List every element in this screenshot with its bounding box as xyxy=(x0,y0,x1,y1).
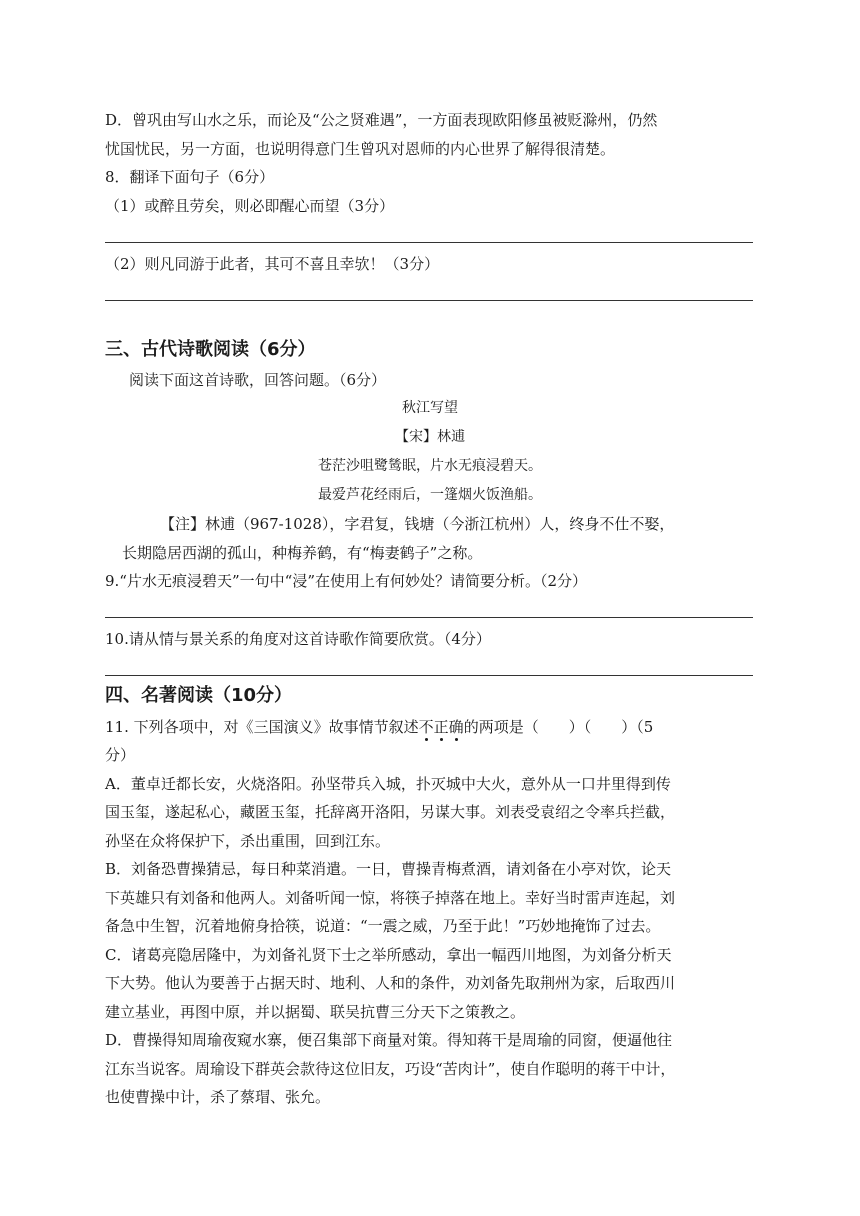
q11-option-b-line1: B．刘备恐曹操猜忌，每日种菜消遣。一日，曹操青梅煮酒，请刘备在小亭对饮，论天 xyxy=(105,860,672,878)
q11-option-b-line3: 备急中生智，沉着地俯身拾筷，说道：“一震之威，乃至于此！”巧妙地掩饰了过去。 xyxy=(105,917,661,935)
q11-option-c-line1: C．诸葛亮隐居隆中，为刘备礼贤下士之举所感动，拿出一幅西川地图，为刘备分析天 xyxy=(105,946,672,964)
section3-title: 三、古代诗歌阅读（6分） xyxy=(105,339,316,360)
poem-note-line1: 【注】林逋（967-1028），字君复，钱塘（今浙江杭州）人，终身不仕不娶， xyxy=(160,515,675,533)
q9-stem: 9.“片水无痕浸碧天”一句中“浸”在使用上有何妙处？请简要分析。（2分） xyxy=(105,572,588,590)
q11-option-b-line2: 下英雄只有刘备和他两人。刘备听闻一惊，将筷子掉落在地上。幸好当时雷声连起，刘 xyxy=(105,889,676,907)
q11-option-d-line3: 也使曹操中计，杀了蔡瑁、张允。 xyxy=(105,1088,331,1106)
q8-sub2: （2）则凡同游于此者，其可不喜且幸欤！（3分） xyxy=(105,255,440,273)
emphasis-char: 正 xyxy=(433,718,449,736)
section4-title: 四、名著阅读（10分） xyxy=(105,685,293,706)
answer-line xyxy=(105,675,753,676)
q11-option-c-line3: 建立基业，再图中原，并以据蜀、联吴抗曹三分天下之策教之。 xyxy=(105,1003,526,1021)
q11-option-c-line2: 下大势。他认为要善于占据天时、地利、人和的条件，劝刘备先取荆州为家，后取西川 xyxy=(105,974,676,992)
answer-line xyxy=(105,617,753,618)
poem-line-1: 苍茫沙咀鹭鸶眠，片水无痕浸碧天。 xyxy=(318,458,542,474)
q11-option-a-line2: 国玉玺，遂起私心，藏匿玉玺，托辞离开洛阳，另谋大事。刘表受袁绍之令率兵拦截， xyxy=(105,803,676,821)
q8-stem: 8．翻译下面句子（6分） xyxy=(105,168,275,186)
emphasis-char: 确 xyxy=(448,718,464,736)
poem-author: 【宋】林逋 xyxy=(395,429,465,445)
q11-stem-line2: 分） xyxy=(105,746,136,764)
q7-option-d-line1: D．曾巩由写山水之乐，而论及“公之贤难遇”，一方面表现欧阳修虽被贬滁州，仍然 xyxy=(105,111,658,129)
poem-title: 秋江写望 xyxy=(402,400,458,416)
poem-line-2: 最爱芦花经雨后，一篷烟火饭渔船。 xyxy=(318,487,542,503)
emphasis-char: 不 xyxy=(418,718,434,736)
section3-intro: 阅读下面这首诗歌，回答问题。（6分） xyxy=(129,371,387,389)
q8-sub1: （1）或醉且劳矣，则必即醒心而望（3分） xyxy=(105,197,395,215)
q11-stem-pre: 11. 下列各项中，对《三国演义》故事情节叙述 xyxy=(105,718,419,736)
q11-stem xyxy=(105,717,755,737)
answer-line xyxy=(105,300,753,301)
answer-line xyxy=(105,242,753,243)
poem-note-line2: 长期隐居西湖的孤山，种梅养鹤，有“梅妻鹤子”之称。 xyxy=(122,544,483,562)
q11-option-d-line2: 江东当说客。周瑜设下群英会款待这位旧友，巧设“苦肉计”，使自作聪明的蒋干中计， xyxy=(105,1060,676,1078)
q11-option-a-line3: 孙坚在众将保护下，杀出重围，回到江东。 xyxy=(105,832,391,850)
q11-option-a-line1: A．董卓迁都长安，火烧洛阳。孙坚带兵入城，扑灭城中大火，意外从一口井里得到传 xyxy=(105,775,671,793)
q11-option-d-line1: D．曹操得知周瑜夜窥水寨，便召集部下商量对策。得知蒋干是周瑜的同窗，便逼他往 xyxy=(105,1031,673,1049)
q11-stem-post: 的两项是（ ）（ ）（5 xyxy=(463,718,654,736)
q7-option-d-line2: 忧国忧民，另一方面，也说明得意门生曾巩对恩师的内心世界了解得很清楚。 xyxy=(105,140,616,158)
q10-stem: 10.请从情与景关系的角度对这首诗歌作简要欣赏。（4分） xyxy=(105,630,491,648)
